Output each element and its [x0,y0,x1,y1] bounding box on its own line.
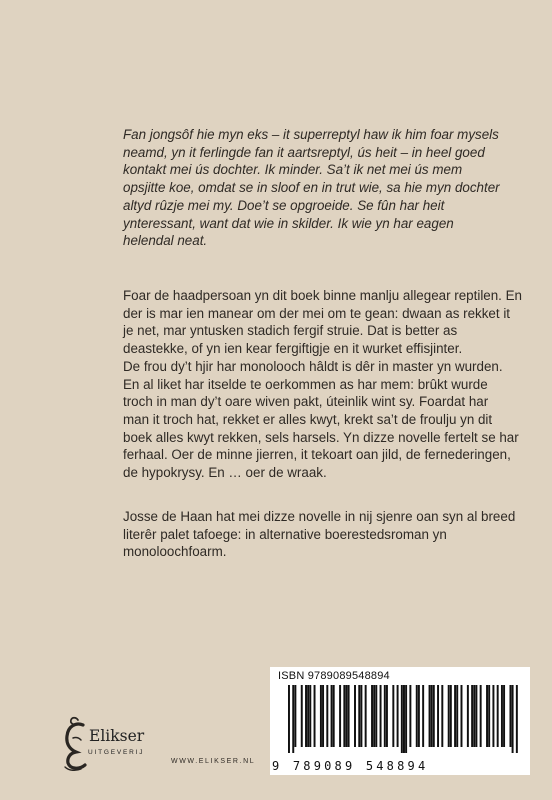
book-summary: Foar de haadpersoan yn dit boek binne manlju allegear reptilen. En der is mar ien manear om der mei om te gean: dwaan as rekket it je net, mar yntusken stadich fergif struie. Dat is better as deastekke, of yn ien kear fergiftigje en it wurket effisjinter. De frou dy’t hjir har monolooch hâldt is dêr in master yn wurden. En al liket har itselde te oerkommen as har mem: brûkt wurde troch in man dy’t oare wiven pakt, úteinlik wint sy. Foardat har man it troch hat, rekket er alles kwyt, krekt sa’t de froulju yn dit boek alles kwyt rekken, sels harsels. Yn dizze novelle fertelt se har ferhaal. Oer de minne jierren, it tekoart oan jild, de fernederingen, de hypokrysy. En … oer de wraak. [123,288,523,481]
barcode-bar [307,685,309,747]
barcode-bar [371,685,373,747]
author-note: Josse de Haan hat mei dizze novelle in nij sjenre oan syn al breed literêr palet tafoege: in alternative boerestedsroman yn monoloochfoarm. [123,509,516,560]
barcode-bars [288,685,518,753]
barcode-bar [392,685,394,747]
barcode-bar [309,685,311,747]
barcode-bar [365,685,367,747]
barcode-bar [473,685,475,747]
barcode-bar [346,685,348,747]
publisher-subtitle: UITGEVERIJ [88,749,145,756]
publisher-name: Elikser [89,727,145,745]
barcode-bar [401,685,403,753]
barcode-bar [516,685,518,753]
barcode-bar [418,685,420,747]
barcode-bar [326,685,328,747]
barcode-bar [331,685,333,747]
barcode-bar [467,685,469,747]
barcode-bar [486,685,488,747]
barcode-bar [512,685,514,753]
barcode-bar [497,685,499,747]
barcode-bar [294,685,296,747]
barcode-bar [292,685,294,753]
barcode-bar [320,685,322,747]
blurb-excerpt: Fan jongsôf hie myn eks – it superreptyl haw ik him foar mysels neamd, yn it ferlingde fan it aartsreptyl, ús heit – in heel goed kontakt mei ús dochter. Ik minder. Sa’t ik net mei ús mem opsjitte koe, omdat se in sloof en in trut wie, sa hie myn dochter altyd rûzje mei my. Doe’t se opgroeide. Se fûn har heit ynteressant, want dat wie in skilder. Ik wie yn har eagen helendal neat. [123,127,500,249]
barcode-bar [450,685,452,747]
barcode-bar [429,685,431,747]
barcode-bar [475,685,477,747]
barcode-bar [433,685,435,747]
barcode-bar [422,685,424,747]
barcode-bar [305,685,307,747]
barcode-bar [358,685,360,747]
barcode-bar [480,685,482,747]
barcode-bar [409,685,411,747]
barcode-bar [333,685,335,747]
barcode-bar [503,685,505,747]
barcode-bar [441,685,443,747]
barcode-bar [339,685,341,747]
barcode-bar [416,685,418,747]
barcode-bar [456,685,458,747]
barcode-bar [354,685,356,747]
barcode-bar [343,685,345,747]
barcode-bar [360,685,362,747]
barcode-bar [384,685,386,747]
barcode-bar [375,685,377,747]
isbn-label: ISBN 9789089548894 [278,670,390,682]
barcode-bar [373,685,375,747]
barcode-bar [405,685,407,753]
ornamental-e-logo-icon [58,716,92,772]
barcode-bar [380,685,382,747]
barcode-bar [403,685,405,753]
barcode-bar [492,685,494,747]
barcode-bar [471,685,473,747]
barcode-bar [448,685,450,747]
publisher-website: WWW.ELIKSER.NL [171,758,256,765]
barcode-bar [348,685,350,747]
barcode-bar [386,685,388,747]
barcode-bar [314,685,316,747]
barcode-bar [397,685,399,747]
barcode-bar [431,685,433,747]
barcode-bar [437,685,439,747]
barcode-bar [454,685,456,747]
barcode-bar [288,685,290,753]
isbn-barcode [270,667,530,775]
barcode-bar [488,685,490,747]
barcode-bar [322,685,324,747]
barcode-digits: 9 789089 548894 [272,759,522,773]
barcode-bar [501,685,503,747]
barcode-bar [509,685,511,747]
barcode-bar [301,685,303,747]
barcode-bar [461,685,463,747]
